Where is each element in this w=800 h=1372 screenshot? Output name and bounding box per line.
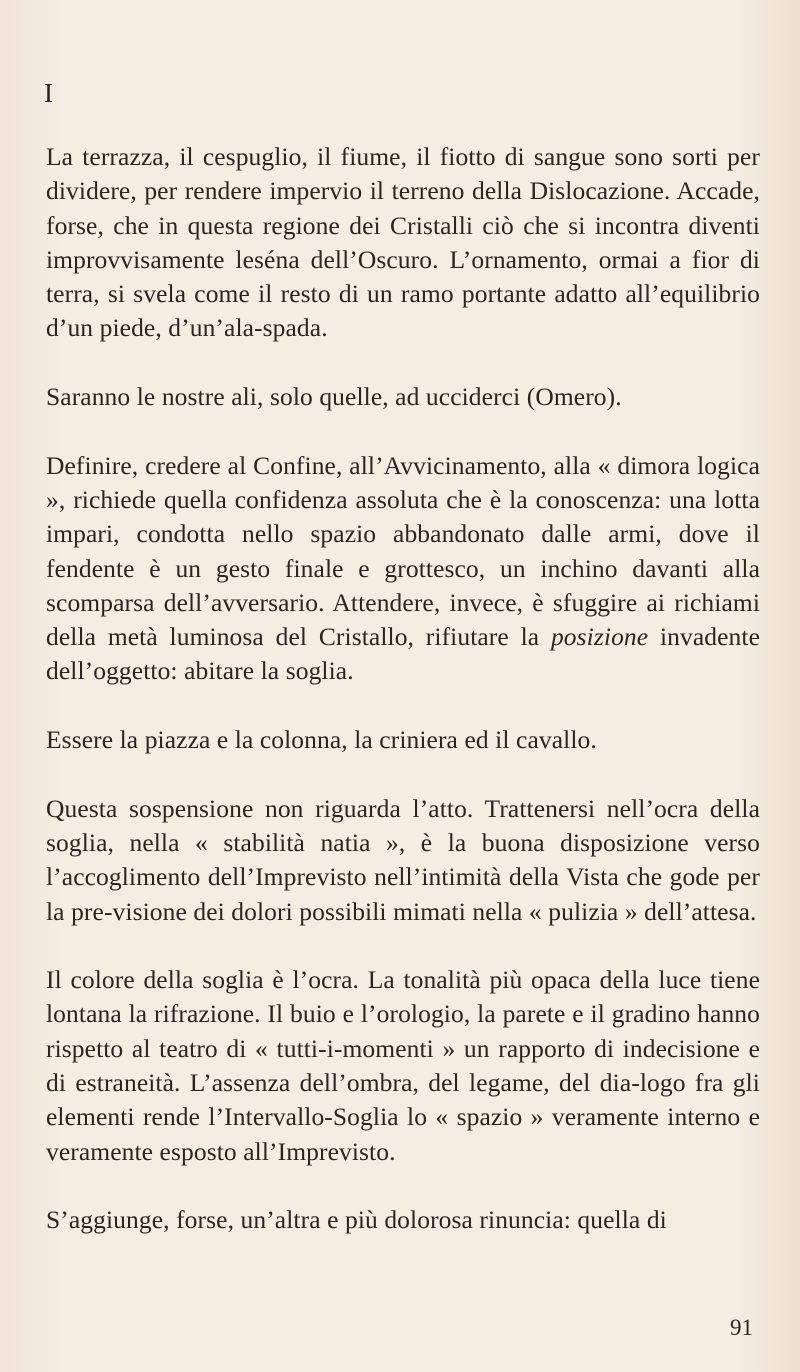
page-number: 91 [730,1315,753,1340]
paragraph-text: La terrazza, il cespuglio, il fiume, il fiotto di sangue sono sorti per dividere, per rendere impervio il terreno della Dislocazione. Accade, forse, che in questa regione dei Cristalli ciò che si incontra diventi improvvisamente leséna dell’Oscuro. L’ornamento, ormai a fior di terra, si svela come il resto di un ramo portante adatto all’equilibrio d’un piede, d’un’ala-spada. [46,142,760,343]
paragraph-text: Il colore della soglia è l’ocra. La tonalità più opaca della luce tiene lontana la rifrazione. Il buio e l’orologio, la parete e il gradino hanno rispetto al teatro di « tutti-i-momenti » un rapporto di indecisione e di estraneità. L’assenza dell’ombra, del legame, del dia-logo fra gli elementi rende l’Intervallo-Soglia lo « spazio » veramente interno e veramente esposto all’Imprevisto. [46,965,760,1166]
paragraph-text: S’aggiunge, forse, un’altra e più dolorosa rinuncia: quella di [46,1205,667,1235]
paragraph [46,380,760,414]
paragraph [46,140,760,346]
paragraph [46,792,760,929]
chapter-numeral: I [44,78,53,108]
paragraph-text: Saranno le nostre ali, solo quelle, ad ucciderci (Omero). [46,382,622,412]
paragraph-text: invadente dell’oggetto: abitare la soglia. [46,622,760,686]
paragraph-text: Questa sospensione non riguarda l’atto. Trattenersi nell’ocra della soglia, nella « stabilità natia », è la buona disposizione verso l’accoglimento dell’Imprevisto nell’intimità della Vista che gode per la pre-visione dei dolori possibili mimati nella « pulizia » dell’attesa. [46,793,760,926]
paragraph [46,963,760,1169]
paragraph [46,1203,760,1237]
paragraph [46,449,760,689]
paragraph-text: Definire, credere al Confine, all’Avvicinamento, alla « dimora logica », richiede quella confidenza assoluta che è la conoscenza: una lotta impari, condotta nello spazio abbandonato dalle armi, dove il fendente è un gesto finale e grottesco, un inchino davanti alla scomparsa dell’avversario. Attendere, invece, è sfuggire ai richiami della metà luminosa del Cristallo, rifiutare la [46,450,760,652]
body-text [46,140,760,1272]
paragraph [46,723,760,757]
italic-word: posizione [550,622,649,652]
paragraph-text: Essere la piazza e la colonna, la criniera ed il cavallo. [46,725,597,755]
